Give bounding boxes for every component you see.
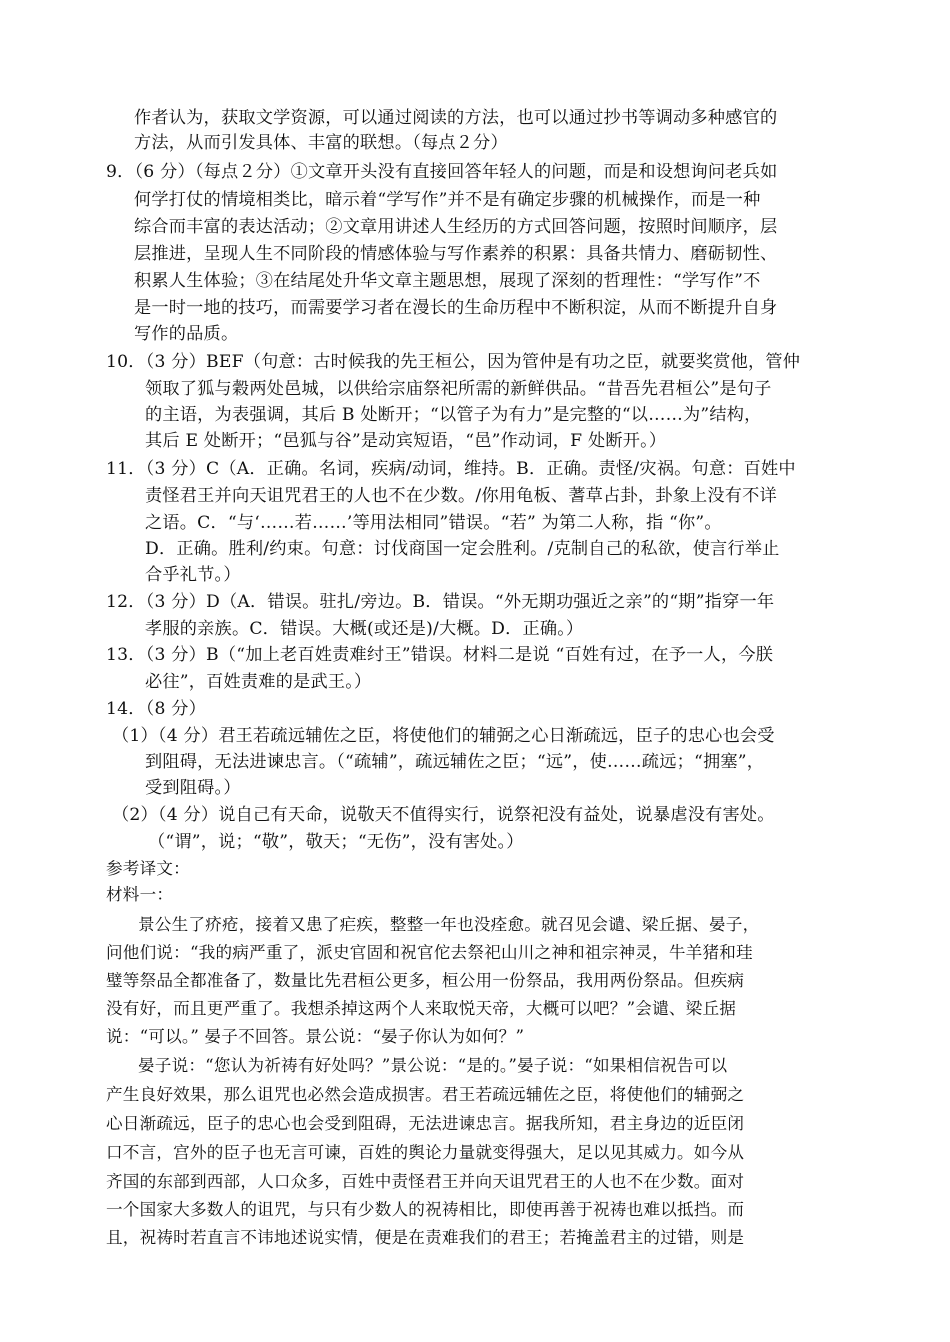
text-line: 产生良好效果，那么诅咒也必然会造成损害。君王若疏远辅佐之臣，将使他们的辅弼之 [106,1085,745,1104]
text-line: 方法，从而引发具体、丰富的联想。（每点２分） [134,133,508,153]
text-line: D．正确。胜利/约束。句意：讨伐商国一定会胜利。/克制自己的私欲，使言行举止 [145,539,780,559]
text-line: 受到阻碍。） [145,778,241,798]
translation-heading: 参考译文： [106,859,190,878]
text-line: 10．（3 分）BEF（句意：古时候我的先王桓公，因为管仲是有功之臣，就要奖赏他，管仲 [106,352,801,372]
text-line: 到阻碍，无法进谏忠言。（“疏辅”，疏远辅佐之臣；“远”，使……疏远；“拥塞”， [145,752,765,772]
text-line: 责怪君王并向天诅咒君王的人也不在少数。/你用龟板、蓍草占卦，卦象上没有不详 [145,486,777,506]
text-line: 孝服的亲族。C．错误。大概(或还是)/大概。D．正确。） [145,619,584,639]
text-line: 9．（6 分）（每点２分）①文章开头没有直接回答年轻人的问题，而是和设想询问老兵如 [106,162,778,182]
text-line: （“谓”，说；“敬”，敬天；“无伤”，没有害处。） [148,832,524,852]
text-line: 综合而丰富的表达活动；②文章用讲述人生经历的方式回答问题，按照时间顺序，层 [134,217,778,237]
text-line: 积累人生体验；③在结尾处升华文章主题思想，展现了深刻的哲理性：“学写作”不 [134,271,761,291]
text-line: 层推进，呈现人生不同阶段的情感体验与写作素养的积累：具备共情力、磨砺韧性、 [134,244,778,264]
text-line: 何学打仗的情境相类比，暗示着“学写作”并不是有确定步骤的机械操作，而是一种 [134,190,761,210]
material-label: 材料一： [106,885,174,904]
text-line: （1）（4 分）君王若疏远辅佐之臣，将使他们的辅弼之心日渐疏远，臣子的忠心也会受 [112,726,775,746]
text-line: 领取了狐与穀两处邑城，以供给宗庙祭祀所需的新鲜供品。“昔吾先君桓公”是句子 [145,379,772,399]
text-line: 14．（8 分） [106,699,207,719]
text-line: 的主语，为表强调，其后 B 处断开；“以管子为有力”是完整的“以……为”结构， [145,405,762,425]
text-line: 作者认为，获取文学资源，可以通过阅读的方法，也可以通过抄书等调动多种感官的 [134,108,778,128]
text-line: 景公生了疥疮，接着又患了疟疾，整整一年也没痊愈。就召见会谴、梁丘据、晏子， [138,915,760,934]
text-line: 必往”，百姓责难的是武王。） [145,672,372,692]
text-line: 且，祝祷时若直言不讳地述说实情，便是在责难我们的君王；若掩盖君主的过错，则是 [106,1228,745,1247]
text-line: 璧等祭品全都准备了，数量比先君桓公更多，桓公用一份祭品，我用两份祭品。但疾病 [106,971,745,990]
text-line: 13．（3 分）B（“加上老百姓责难纣王”错误。材料二是说 “百姓有过，在予一人，今朕 [106,645,774,665]
text-line: 问他们说：“我的病严重了，派史官固和祝官佗去祭祀山川之神和祖宗神灵，牛羊猪和珪 [106,943,753,962]
text-line: 齐国的东部到西部，人口众多，百姓中责怪君王并向天诅咒君王的人也不在少数。面对 [106,1172,745,1191]
text-line: 其后 E 处断开；“邑狐与谷”是动宾短语，“邑”作动词，F 处断开。） [145,431,667,451]
text-line: 说：“可以。” 晏子不回答。景公说：“晏子你认为如何？” [106,1027,525,1046]
text-line: 写作的品质。 [134,324,239,344]
text-line: 没有好，而且更严重了。我想杀掉这两个人来取悦天帝，大概可以吧？”会谴、梁丘据 [106,999,737,1018]
text-line: 12．（3 分）D（A．错误。驻扎/旁边。B．错误。“外无期功强近之亲”的“期”指穿一年 [106,592,775,612]
text-line: 是一时一地的技巧，而需要学习者在漫长的生命历程中不断积淀，从而不断提升自身 [134,298,778,318]
text-line: （2）（4 分）说自己有天命，说敬天不值得实行，说祭祀没有益处，说暴虐没有害处。 [112,805,775,825]
text-line: 口不言，宫外的臣子也无言可谏，百姓的舆论力量就变得强大，足以见其威力。如今从 [106,1143,745,1162]
text-line: 晏子说：“您认为祈祷有好处吗？”景公说：“是的。”晏子说：“如果相信祝告可以 [138,1056,728,1075]
text-line: 合乎礼节。） [145,565,241,585]
text-line: 11．（3 分）C（A．正确。名词，疾病/动词，维持。B．正确。责怪/灾祸。句意：百姓中 [106,459,796,479]
text-line: 之语。C．“与‘……若……’等用法相同”错误。“若” 为第二人称，指 “你”。 [145,513,722,533]
text-line: 一个国家大多数人的诅咒，与只有少数人的祝祷相比，即使再善于祝祷也难以抵挡。而 [106,1200,745,1219]
text-line: 心日渐疏远，臣子的忠心也会受到阻碍，无法进谏忠言。据我所知，君主身边的近臣闭 [106,1114,745,1133]
